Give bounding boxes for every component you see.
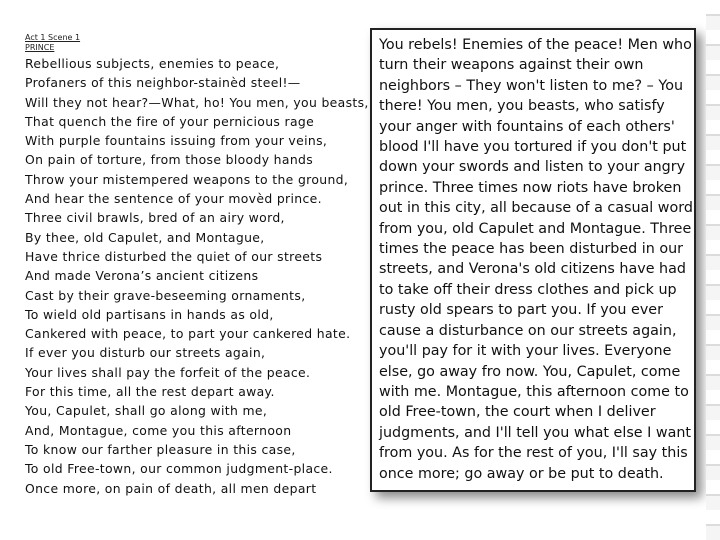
original-line: By thee, old Capulet, and Montague, xyxy=(25,229,265,245)
original-text xyxy=(25,54,375,498)
original-line: Will they not hear?—What, ho! You men, you beasts, xyxy=(25,94,369,110)
original-line: You, Capulet, shall go along with me, xyxy=(25,403,268,419)
original-line: If ever you disturb our streets again, xyxy=(25,345,266,361)
speaker-name: PRINCE xyxy=(25,43,55,52)
translation-line: else, go away fro now. You, Capulet, come xyxy=(379,363,681,380)
original-line: To know our farther pleasure in this case, xyxy=(25,441,296,457)
translation-line: once more; go away or be put to death. xyxy=(379,465,664,482)
translation-box xyxy=(370,28,696,492)
original-line: That quench the fire of your pernicious rage xyxy=(25,113,315,129)
translation-line: you'll pay for it with your lives. Everyone xyxy=(379,343,672,360)
translation-line: with me. Montague, this afternoon come to xyxy=(379,383,689,400)
translation-line: You rebels! Enemies of the peace! Men who xyxy=(379,37,692,53)
original-line: Profaners of this neighbor-stainèd steel!— xyxy=(25,75,301,91)
original-line: Cankered with peace, to part your cankered hate. xyxy=(25,326,351,342)
translation-line: your anger with fountains of each others' xyxy=(379,118,675,135)
translation-line: there! You men, you beasts, who satisfy xyxy=(379,98,665,115)
original-line: Have thrice disturbed the quiet of our streets xyxy=(25,248,323,264)
original-line: Throw your mistempered weapons to the ground, xyxy=(25,171,349,187)
translation-line: blood I'll have you tortured if you don't put xyxy=(379,139,687,156)
translation-line: cause a disturbance on our streets again, xyxy=(379,322,677,339)
original-line: Your lives shall pay the forfeit of the peace. xyxy=(25,364,311,380)
original-line: To wield old partisans in hands as old, xyxy=(25,306,274,322)
translation-line: out in this city, all because of a casual word xyxy=(379,200,693,217)
original-line: With purple fountains issuing from your veins, xyxy=(25,133,328,149)
original-line: On pain of torture, from those bloody hands xyxy=(25,152,314,168)
original-line: And, Montague, come you this afternoon xyxy=(25,422,292,438)
translation-line: judgments, and I'll tell you what else I want xyxy=(379,424,691,441)
original-line: To old Free-town, our common judgment-place. xyxy=(25,461,333,477)
translation-line: neighbors – They won't listen to me? – You xyxy=(379,77,684,94)
translation-line: from you, old Capulet and Montague. Three xyxy=(379,220,692,237)
scene-heading: Act 1 Scene 1 xyxy=(25,33,81,42)
translation-line: from you. As for the rest of you, I'll say this xyxy=(379,445,688,462)
translation-line: rusty old spears to part you. If you ever xyxy=(379,302,663,319)
page-edge-decoration xyxy=(706,0,720,540)
translation-text xyxy=(379,35,699,484)
original-line: Cast by their grave-beseeming ornaments, xyxy=(25,287,306,303)
translation-line: streets, and Verona's old citizens have had xyxy=(379,261,686,278)
original-line: And made Verona’s ancient citizens xyxy=(25,268,259,284)
original-line: Three civil brawls, bred of an airy word, xyxy=(25,210,285,226)
original-line: And hear the sentence of your movèd prince. xyxy=(25,191,322,207)
translation-line: times the peace has been disturbed in our xyxy=(379,241,684,258)
original-line: Once more, on pain of death, all men depart xyxy=(25,480,317,496)
original-line: Rebellious subjects, enemies to peace, xyxy=(25,56,280,71)
translation-line: to take off their dress clothes and pick up xyxy=(379,281,677,298)
translation-line: prince. Three times now riots have broken xyxy=(379,179,682,196)
original-line: For this time, all the rest depart away. xyxy=(25,384,275,400)
translation-line: old Free-town, the court when I deliver xyxy=(379,404,656,421)
translation-line: turn their weapons against their own xyxy=(379,57,644,74)
translation-line: down your swords and listen to your angry xyxy=(379,159,686,176)
